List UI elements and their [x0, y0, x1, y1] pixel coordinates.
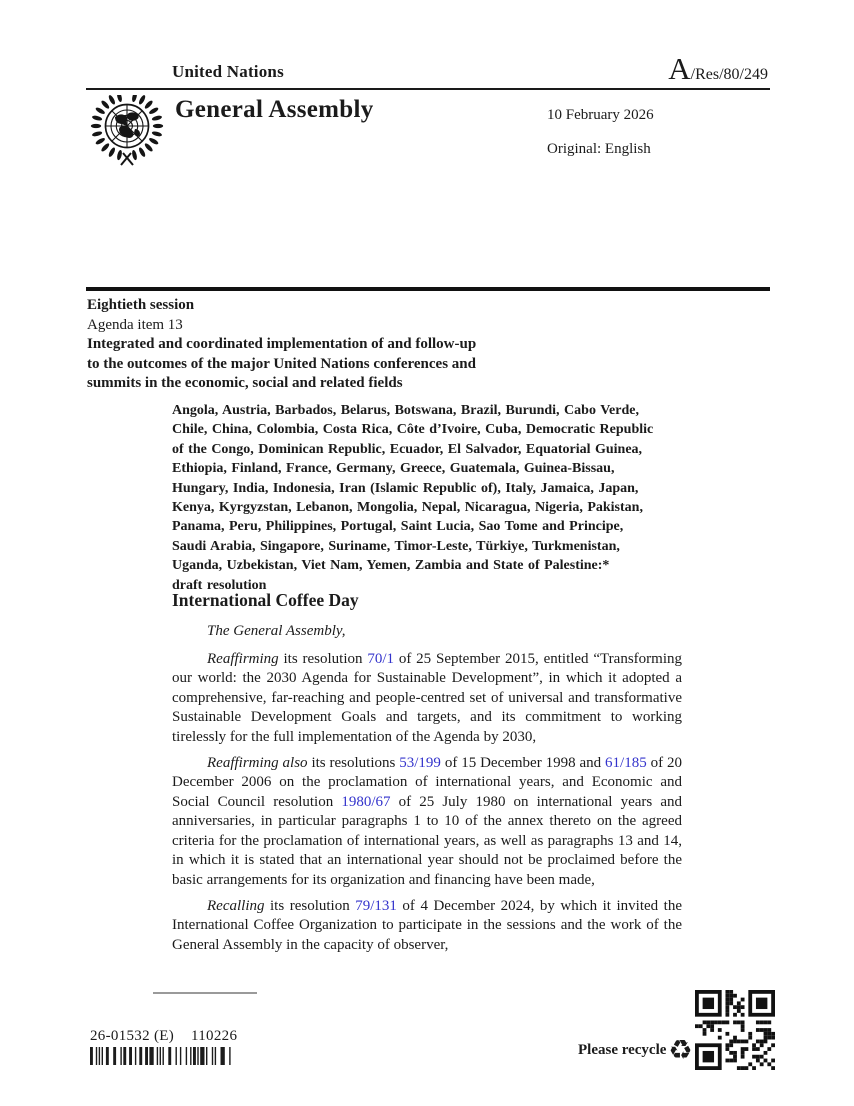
resolution-link[interactable]: 1980/67 [341, 793, 391, 810]
resolution-link[interactable]: 79/131 [355, 897, 397, 914]
resolution-link[interactable]: 61/185 [605, 754, 647, 771]
body-text: its resolutions [307, 754, 400, 771]
text-line: to the outcomes of the major United Nations conferences and [87, 355, 476, 372]
text-line: of the Congo, Dominican Republic, Ecuador, El Salvador, Equatorial Guinea, [172, 441, 643, 457]
document-symbol [668, 51, 768, 87]
text-line: Hungary, India, Indonesia, Iran (Islamic Republic of), Italy, Jamaica, Japan, [172, 480, 639, 496]
recycle-label: Please recycle [578, 1042, 667, 1058]
body-paragraph [172, 622, 682, 642]
footnote-rule [153, 992, 257, 994]
recycle-note [578, 1037, 693, 1064]
text-line: Uganda, Uzbekistan, Viet Nam, Yemen, Zambia and State of Palestine:* [172, 558, 610, 574]
italic-lead: Reaffirming also [207, 754, 308, 771]
body-paragraph [172, 897, 682, 956]
text-line: Angola, Austria, Barbados, Belarus, Botswana, Brazil, Burundi, Cabo Verde, [172, 403, 639, 418]
job-number: 26-01532 (E) [90, 1028, 174, 1044]
agenda-item-title [87, 335, 476, 394]
symbol-number: /Res/80/249 [690, 66, 768, 83]
body-text: its resolution [278, 650, 368, 667]
resolution-title: International Coffee Day [172, 590, 359, 610]
date-code: 110226 [191, 1028, 238, 1044]
text-line: Saudi Arabia, Singapore, Suriname, Timor-Leste, Türkiye, Turkmenistan, [172, 538, 620, 554]
body-text: of 20 December 2006 on the proclamation of international years, and Economic and Social Council resolution [172, 754, 682, 810]
body-paragraph [172, 754, 682, 891]
session-number: Eightieth session [87, 297, 195, 313]
text-line: Chile, China, Colombia, Costa Rica, Côte d’Ivoire, Cuba, Democratic Republic [172, 422, 654, 438]
resolution-body [172, 622, 682, 962]
italic-lead: Reaffirming [207, 650, 279, 667]
italic-lead: The General Assembly, [207, 623, 346, 639]
text-line: summits in the economic, social and related fields [87, 375, 403, 391]
body-text: of 15 December 1998 and [440, 754, 606, 771]
resolution-link[interactable]: 53/199 [399, 754, 441, 771]
session-block [87, 296, 476, 394]
body-paragraph [172, 650, 682, 748]
text-line: Panama, Peru, Philippines, Portugal, Saint Lucia, Sao Tome and Principe, [172, 519, 624, 535]
united-nations-label: United Nations [172, 62, 284, 81]
document-date: 10 February 2026 [547, 107, 654, 123]
resolution-link[interactable]: 70/1 [367, 650, 395, 667]
italic-lead: Recalling [207, 897, 265, 914]
assembly-title: General Assembly [175, 96, 374, 123]
text-line: Kenya, Kyrgyzstan, Lebanon, Mongolia, Nepal, Nicaragua, Nigeria, Pakistan, [172, 500, 643, 516]
document-id [90, 1028, 237, 1045]
text-line: Integrated and coordinated implementation of and follow-up [87, 336, 477, 352]
body-text: of 25 July 1980 on international years and anniversaries, in particular paragraphs 1 to 10 of the annex thereto on the agreed criteria for the proclamation of international years, as well as paragraphs 13 and 14, in which it is stated that an international year should not be proclaimed before the basic arrangements for its organization and financing have been made, [172, 793, 682, 888]
sponsor-list [172, 401, 653, 595]
barcode-icon [90, 1047, 233, 1065]
sponsor-lines [172, 401, 653, 576]
text-line: Ethiopia, Finland, France, Germany, Greece, Guatemala, Guinea-Bissau, [172, 461, 615, 477]
draft-resolution-label: draft resolution [172, 577, 267, 593]
agenda-item: Agenda item 13 [87, 316, 183, 333]
body-text: of 25 September 2015, entitled “Transforming our world: the 2030 Agenda for Sustainable Development”, in which it adopted a comprehensive, far-reaching and people-centred set of universal and transformative Sustainable Development Goals and targets, and its commitment to working tirelessly for the full implementation of the Agenda by 2030, [172, 650, 682, 745]
body-text: of 4 December 2024, by which it invited the International Coffee Organization to participate in the sessions and the work of the General Assembly in the capacity of observer, [172, 897, 682, 953]
masthead-rule [86, 88, 770, 90]
recycle-icon: ♻ [668, 1035, 693, 1066]
symbol-series-letter: A [668, 51, 691, 86]
body-text: its resolution [264, 897, 356, 914]
un-emblem-icon [87, 95, 167, 169]
original-language: Original: English [547, 141, 651, 157]
qr-code-icon [695, 990, 775, 1070]
section-rule [86, 287, 770, 291]
